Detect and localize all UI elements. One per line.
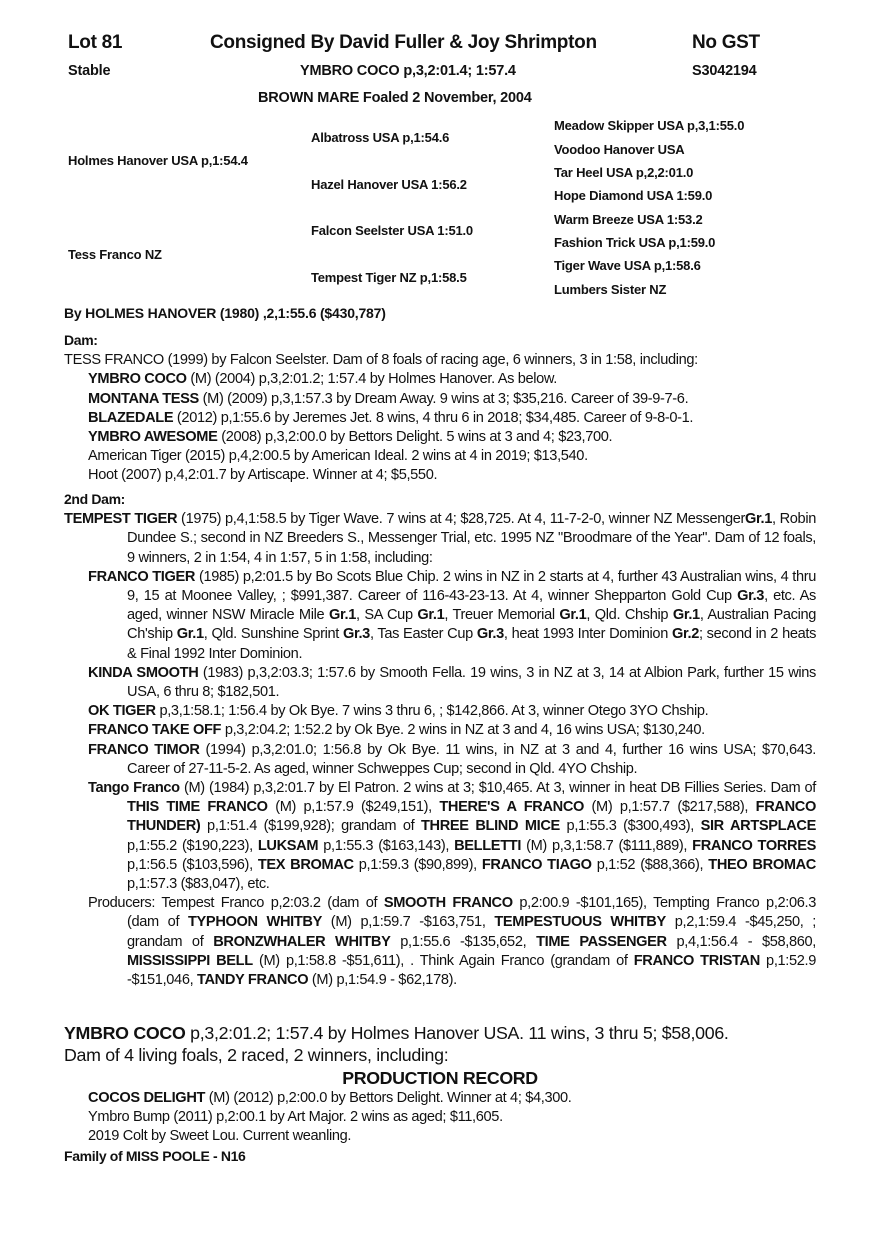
bold-name: Gr.1 bbox=[328, 607, 356, 624]
entry-text: p,1:55.2 ($190,223), bbox=[127, 837, 258, 854]
bold-name: SMOOTH FRANCO bbox=[383, 895, 513, 912]
entry-text: (M) p,1:58.8 -$51,611), . Think Again Franco (grandam of bbox=[252, 952, 634, 969]
pedigree-gen3: Warm Breeze USA 1:53.2 bbox=[554, 212, 703, 227]
entry-text: , Treuer Memorial bbox=[444, 607, 560, 624]
bold-name: THERE'S A FRANCO bbox=[439, 799, 585, 816]
dam-foal bbox=[64, 447, 816, 466]
foal-name: YMBRO AWESOME bbox=[88, 429, 218, 446]
dam-foal bbox=[64, 390, 816, 409]
grade: Gr.1 bbox=[745, 511, 773, 528]
foal-details: 2019 Colt by Sweet Lou. Current weanling. bbox=[88, 1128, 352, 1145]
horse-name: TEMPEST TIGER bbox=[64, 511, 178, 528]
entry-text: (1994) p,3,2:01.0; 1:56.8 by Ok Bye. 11 wins, in NZ at 3 and 4, further 16 wins USA; $70,643. Career of 27-11-5-2. As aged, winner Schweppes Cup; second in Qld. 4YO Chship. bbox=[127, 741, 817, 777]
summary-line2: Dam of 4 living foals, 2 raced, 2 winners, including: bbox=[64, 1045, 449, 1065]
entry-text: p,2:00.9 -$101,165), Tempting Franco p,2:06.3 (dam of bbox=[127, 895, 816, 931]
bold-name: Gr.3 bbox=[476, 626, 504, 643]
horse-name: FRANCO TAKE OFF bbox=[88, 722, 222, 739]
horse-name: Tango Franco bbox=[88, 780, 180, 797]
second-dam-section bbox=[64, 490, 816, 990]
production-item bbox=[64, 1089, 816, 1108]
bold-name: Gr.2 bbox=[671, 626, 699, 643]
entry-text: p,1:55.3 ($300,493), bbox=[559, 818, 701, 835]
family-line: Family of MISS POOLE - N16 bbox=[64, 1147, 246, 1164]
bold-name: Gr.1 bbox=[417, 607, 445, 624]
foal-details: (2012) p,1:55.6 by Jeremes Jet. 8 wins, 4 thru 6 in 2018; $34,485. Career of 9-8-0-1. bbox=[173, 409, 694, 426]
lot-number: Lot 81 bbox=[68, 32, 123, 53]
entry-text: p,3,2:04.2; 1:52.2 by Ok Bye. 2 wins in NZ at 3 and 4, 16 wins USA; $130,240. bbox=[221, 722, 705, 739]
entry-text: (M) p,1:54.9 - $62,178). bbox=[308, 972, 457, 989]
foal-details: Ymbro Bump (2011) p,2:00.1 by Art Major. 2 wins as aged; $11,605. bbox=[88, 1109, 503, 1126]
bold-name: TEX BROMAC bbox=[257, 856, 354, 873]
entry-text: p,1:59.3 ($90,899), bbox=[353, 856, 482, 873]
production-item bbox=[64, 1108, 816, 1127]
location: Stable bbox=[68, 63, 111, 79]
pedigree-gen3: Meadow Skipper USA p,3,1:55.0 bbox=[554, 118, 745, 133]
foal-details: American Tiger (2015) p,4,2:00.5 by American Ideal. 2 wins at 4 in 2019; $13,540. bbox=[88, 448, 588, 465]
entry-text: p,1:55.6 -$135,652, bbox=[390, 933, 537, 950]
consignor: Consigned By David Fuller & Joy Shrimpton bbox=[210, 32, 597, 53]
bold-name: Gr.1 bbox=[672, 607, 700, 624]
entry-text: , heat 1993 Inter Dominion bbox=[503, 626, 672, 643]
entry-text: ; second in 2 heats & Final 1992 Inter Dominion. bbox=[127, 626, 817, 662]
dam-foal bbox=[64, 370, 816, 389]
entry-text: , Qld. Sunshine Sprint bbox=[203, 626, 343, 643]
entry-text: p,1:51.4 ($199,928); grandam of bbox=[200, 818, 421, 835]
entry-text: (M) p,3,1:58.7 ($111,889), bbox=[521, 837, 693, 854]
pedigree-gen3: Tiger Wave USA p,1:58.6 bbox=[554, 258, 701, 273]
sire-line: By HOLMES HANOVER (1980) ,2,1:55.6 ($430,787) bbox=[64, 305, 386, 321]
dam-intro: TESS FRANCO (1999) by Falcon Seelster. Dam of 8 foals of racing age, 6 winners, 3 in 1:58, including: bbox=[64, 352, 698, 369]
second-dam-foal bbox=[64, 721, 816, 740]
foal-details: (2008) p,3,2:00.0 by Bettors Delight. 5 wins at 3 and 4; $23,700. bbox=[217, 429, 613, 446]
dam-section bbox=[64, 331, 816, 486]
foal-name: MONTANA TESS bbox=[88, 390, 199, 407]
second-dam-entry bbox=[64, 510, 816, 568]
entry-text: p,2,1:59.4 -$45,250, ; grandam of bbox=[127, 914, 817, 950]
second-dam-foal bbox=[64, 741, 816, 779]
bold-name: MISSISSIPPI BELL bbox=[127, 952, 253, 969]
foal-details: (M) (2004) p,3,2:01.2; 1:57.4 by Holmes Hanover. As below. bbox=[186, 371, 558, 388]
entry-text: Producers: Tempest Franco p,2:03.2 (dam of bbox=[88, 895, 384, 912]
foal-name: COCOS DELIGHT bbox=[88, 1090, 206, 1106]
entry-text: , Australian Pacing Ch'ship bbox=[127, 607, 816, 643]
bold-name: Gr.1 bbox=[176, 626, 204, 643]
dam-heading: Dam: bbox=[64, 332, 98, 348]
entry-text: p,1:56.5 ($103,596), bbox=[127, 856, 258, 873]
pedigree-gen3: Fashion Trick USA p,1:59.0 bbox=[554, 235, 716, 250]
gst-status: No GST bbox=[692, 32, 760, 53]
horse-name: FRANCO TIGER bbox=[88, 568, 196, 585]
entry-text: (1975) p,4,1:58.5 by Tiger Wave. 7 wins at 4; $28,725. At 4, 11-7-2-0, winner NZ Messenger bbox=[177, 511, 746, 528]
summary-text: p,3,2:01.2; 1:57.4 by Holmes Hanover USA. 11 wins, 3 thru 5; $58,006. bbox=[185, 1023, 729, 1043]
second-dam-foal bbox=[64, 568, 816, 664]
entry-text: (1985) p,2:01.5 by Bo Scots Blue Chip. 2 wins in NZ in 2 starts at 4, further 43 Australian wins, 4 thru 9, 15 at Moonee Valley, ; $991,387. Career of 116-43-23-13. At 4, winner Shepparton Gold Cup bbox=[127, 568, 817, 605]
dam-foal bbox=[64, 428, 816, 447]
entry-text: p,1:52.9 -$151,046, bbox=[127, 952, 816, 989]
bold-name: FRANCO TRISTAN bbox=[633, 952, 760, 969]
foal-details: (M) (2009) p,3,1:57.3 by Dream Away. 9 wins at 3; $35,216. Career of 39-9-7-6. bbox=[198, 390, 689, 407]
bold-name: TANDY FRANCO bbox=[197, 972, 309, 989]
bold-name: FRANCO THUNDER) bbox=[127, 799, 816, 835]
foal-details: (M) (2012) p,2:00.0 by Bettors Delight. Winner at 4; $4,300. bbox=[205, 1090, 572, 1106]
pedigree-gen3: Lumbers Sister NZ bbox=[554, 282, 667, 297]
bold-name: THIS TIME FRANCO bbox=[127, 799, 268, 816]
bold-name: THEO BROMAC bbox=[708, 856, 817, 873]
horse-name: OK TIGER bbox=[88, 703, 156, 720]
pedigree-sire: Holmes Hanover USA p,1:54.4 bbox=[68, 153, 248, 168]
pedigree-dam: Tess Franco NZ bbox=[68, 247, 162, 262]
foal-details: Hoot (2007) p,4,2:01.7 by Artiscape. Winner at 4; $5,550. bbox=[88, 467, 438, 484]
bold-name: SIR ARTSPLACE bbox=[700, 818, 816, 835]
horse-name: FRANCO TIMOR bbox=[88, 741, 200, 758]
entry-text: (M) p,1:57.9 ($249,151), bbox=[267, 799, 440, 816]
second-dam-foal bbox=[64, 664, 816, 702]
entry-text: p,1:52 ($88,366), bbox=[591, 856, 709, 873]
entry-text: , etc. As aged, winner NSW Miracle Mile bbox=[127, 588, 816, 624]
entry-text: p,4,1:56.4 - $58,860, bbox=[666, 933, 817, 950]
pedigree-gen2: Falcon Seelster USA 1:51.0 bbox=[311, 223, 473, 238]
bold-name: BELLETTI bbox=[454, 837, 522, 854]
dam-foal bbox=[64, 409, 816, 428]
entry-text: , Qld. Chship bbox=[586, 607, 673, 624]
second-dam-heading: 2nd Dam: bbox=[64, 491, 125, 507]
horse-title: YMBRO COCO p,3,2:01.4; 1:57.4 bbox=[300, 63, 516, 79]
bold-name: LUKSAM bbox=[257, 837, 319, 854]
foal-name: BLAZEDALE bbox=[88, 409, 174, 426]
entry-text: (M) (1984) p,3,2:01.7 by El Patron. 2 wins at 3; $10,465. At 3, winner in heat DB Fillies Series. Dam of bbox=[179, 780, 816, 797]
bold-name: TYPHOON WHITBY bbox=[187, 914, 322, 931]
bold-name: TIME PASSENGER bbox=[536, 933, 667, 950]
bold-name: FRANCO TORRES bbox=[692, 837, 816, 854]
producers-entry bbox=[64, 894, 816, 990]
bold-name: BRONZWHALER WHITBY bbox=[213, 933, 391, 950]
horse-name: KINDA SMOOTH bbox=[88, 664, 199, 681]
pedigree-gen2: Tempest Tiger NZ p,1:58.5 bbox=[311, 270, 467, 285]
bold-name: TEMPESTUOUS WHITBY bbox=[494, 914, 666, 931]
production-record-heading: PRODUCTION RECORD bbox=[342, 1068, 538, 1088]
bold-name: Gr.3 bbox=[737, 588, 765, 605]
foal-name: YMBRO COCO bbox=[88, 371, 187, 388]
second-dam-foal bbox=[64, 779, 816, 894]
pedigree-gen3: Hope Diamond USA 1:59.0 bbox=[554, 188, 713, 203]
bold-name: Gr.3 bbox=[342, 626, 370, 643]
entry-text: p,1:55.3 ($163,143), bbox=[318, 837, 455, 854]
bold-name: THREE BLIND MICE bbox=[420, 818, 560, 835]
entry-text: , SA Cup bbox=[355, 607, 418, 624]
entry-text: p,3,1:58.1; 1:56.4 by Ok Bye. 7 wins 3 thru 6, ; $142,866. At 3, winner Otego 3YO Chship. bbox=[155, 703, 709, 720]
summary-line bbox=[64, 1022, 816, 1044]
microchip: S3042194 bbox=[692, 63, 757, 79]
entry-text: , Tas Easter Cup bbox=[369, 626, 477, 643]
entry-text: , Robin Dundee S.; second in NZ Breeders S., Messenger Trial, etc. 1995 NZ "Broodmare of the Year". Dam of 12 foals, 9 winners, 2 in 1:54, 4 in 1:57, 5 in 1:58, including: bbox=[127, 511, 816, 566]
production-item bbox=[64, 1127, 816, 1146]
pedigree-gen2: Hazel Hanover USA 1:56.2 bbox=[311, 177, 467, 192]
entry-text: p,1:57.3 ($83,047), etc. bbox=[127, 876, 270, 893]
horse-name: YMBRO COCO bbox=[64, 1023, 186, 1043]
entry-text: (M) p,1:59.7 -$163,751, bbox=[321, 914, 495, 931]
pedigree-gen3: Voodoo Hanover USA bbox=[554, 142, 685, 157]
summary-section bbox=[64, 1022, 816, 1166]
bold-name: Gr.1 bbox=[559, 607, 587, 624]
pedigree-gen2: Albatross USA p,1:54.6 bbox=[311, 130, 450, 145]
pedigree-gen3: Tar Heel USA p,2,2:01.0 bbox=[554, 165, 694, 180]
entry-text: (1983) p,3,2:03.3; 1:57.6 by Smooth Fella. 19 wins, 3 in NZ at 3, 14 at Albion Park, further 15 wins USA, 6 thru 8; $182,501. bbox=[127, 664, 817, 701]
dam-foal bbox=[64, 466, 816, 485]
horse-description: BROWN MARE Foaled 2 November, 2004 bbox=[258, 90, 532, 106]
bold-name: FRANCO TIAGO bbox=[481, 856, 592, 873]
second-dam-foal bbox=[64, 702, 816, 721]
entry-text: (M) p,1:57.7 ($217,588), bbox=[584, 799, 756, 816]
